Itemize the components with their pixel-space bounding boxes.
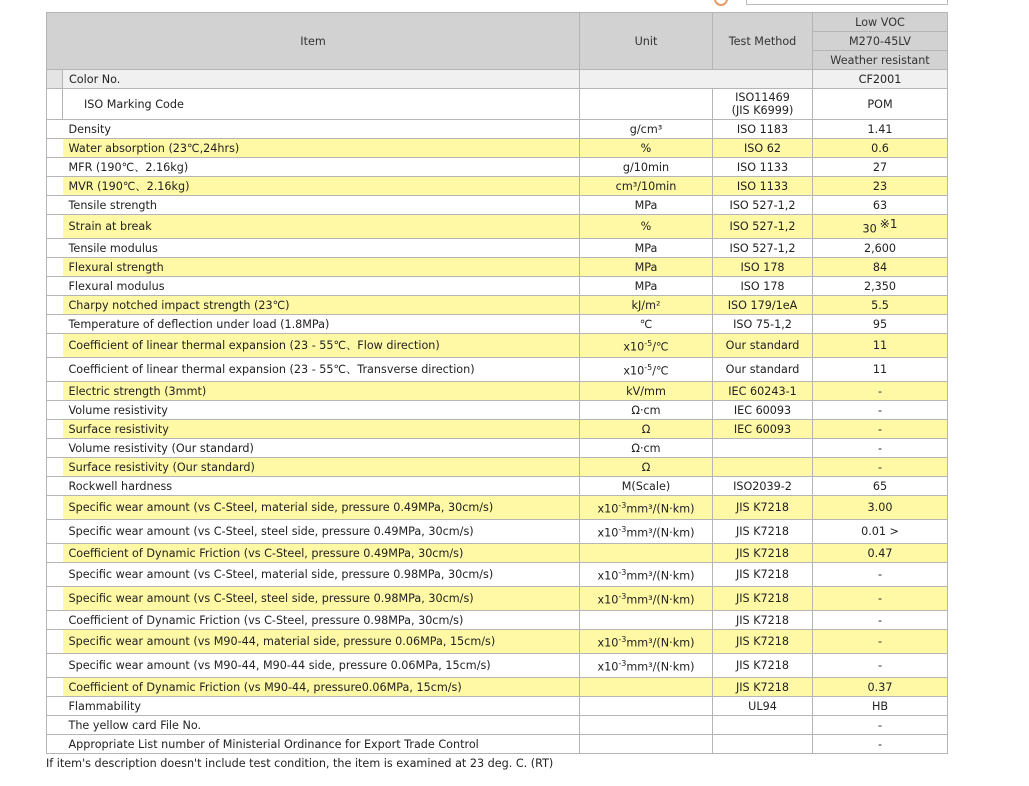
- row-item: Charpy notched impact strength (23℃): [63, 296, 580, 315]
- row-unit: Ω·cm: [580, 401, 713, 420]
- marking-row: [47, 89, 948, 120]
- row-item: Tensile modulus: [63, 239, 580, 258]
- row-test-method: [713, 439, 813, 458]
- row-item: Coefficient of Dynamic Friction (vs C-Steel, pressure 0.49MPa, 30cm/s): [63, 544, 580, 563]
- unit-exponent: -5: [644, 363, 653, 373]
- marking-value: POM: [813, 89, 948, 120]
- marking-method: [713, 89, 813, 120]
- unit-exponent: -3: [618, 659, 627, 669]
- row-item: Coefficient of linear thermal expansion (23 - 55℃、Flow direction): [63, 334, 580, 358]
- row-item: Surface resistivity: [63, 420, 580, 439]
- row-test-method: ISO2039-2: [713, 477, 813, 496]
- row-value: -: [813, 401, 948, 420]
- table-row: [47, 382, 948, 401]
- circle-icon: [714, 0, 728, 6]
- row-unit: ℃: [580, 315, 713, 334]
- row-value: 11: [813, 358, 948, 382]
- row-unit: MPa: [580, 196, 713, 215]
- marking-method-line2: (JIS K6999): [731, 104, 794, 117]
- row-spacer: [47, 315, 63, 334]
- row-spacer: [47, 120, 63, 139]
- unit-base: x10: [623, 364, 645, 378]
- row-unit: [580, 654, 713, 678]
- row-value: 2,350: [813, 277, 948, 296]
- unit-exponent: -5: [644, 339, 653, 349]
- row-spacer: [47, 258, 63, 277]
- row-item: Coefficient of linear thermal expansion (23 - 55℃、Transverse direction): [63, 358, 580, 382]
- unit-base: x10: [597, 636, 619, 650]
- table-row: [47, 315, 948, 334]
- row-unit: MPa: [580, 258, 713, 277]
- table-row: [47, 611, 948, 630]
- row-spacer: [47, 382, 63, 401]
- table-row: [47, 697, 948, 716]
- row-unit: Ω: [580, 420, 713, 439]
- row-item: Coefficient of Dynamic Friction (vs C-Steel, pressure 0.98MPa, 30cm/s): [63, 611, 580, 630]
- row-item: Volume resistivity: [63, 401, 580, 420]
- table-row: [47, 678, 948, 697]
- row-value: -: [813, 382, 948, 401]
- row-item: Specific wear amount (vs C-Steel, steel side, pressure 0.49MPa, 30cm/s): [63, 520, 580, 544]
- row-spacer: [47, 520, 63, 544]
- table-row: [47, 458, 948, 477]
- row-test-method: [713, 735, 813, 754]
- footnote: If item's description doesn't include test condition, the item is examined at 23 deg. C. (RT): [46, 757, 554, 770]
- unit-base: x10: [597, 593, 619, 607]
- row-item: MFR (190℃、2.16kg): [63, 158, 580, 177]
- row-value: -: [813, 735, 948, 754]
- row-test-method: UL94: [713, 697, 813, 716]
- row-test-method: IEC 60093: [713, 401, 813, 420]
- marking-label: ISO Marking Code: [63, 89, 580, 120]
- table-row: [47, 520, 948, 544]
- row-value: 5.5: [813, 296, 948, 315]
- row-unit: Ω·cm: [580, 439, 713, 458]
- row-item: Specific wear amount (vs C-Steel, material side, pressure 0.98MPa, 30cm/s): [63, 563, 580, 587]
- table-row: [47, 120, 948, 139]
- row-value: 84: [813, 258, 948, 277]
- unit-tail: mm³/(N·km): [626, 660, 695, 674]
- row-unit: M(Scale): [580, 477, 713, 496]
- table-row: [47, 158, 948, 177]
- row-item: MVR (190℃、2.16kg): [63, 177, 580, 196]
- header-unit: Unit: [580, 13, 713, 70]
- color-row: [47, 70, 948, 89]
- row-test-method: JIS K7218: [713, 630, 813, 654]
- row-test-method: JIS K7218: [713, 611, 813, 630]
- row-spacer: [47, 277, 63, 296]
- table-row: [47, 401, 948, 420]
- row-test-method: JIS K7218: [713, 563, 813, 587]
- row-spacer: [47, 697, 63, 716]
- row-unit: [580, 563, 713, 587]
- row-value: -: [813, 630, 948, 654]
- row-test-method: JIS K7218: [713, 654, 813, 678]
- unit-tail: mm³/(N·km): [626, 636, 695, 650]
- row-test-method: JIS K7218: [713, 544, 813, 563]
- row-value: 0.37: [813, 678, 948, 697]
- table-row: [47, 334, 948, 358]
- row-spacer: [47, 563, 63, 587]
- row-unit: MPa: [580, 239, 713, 258]
- unit-tail: mm³/(N·km): [626, 569, 695, 583]
- row-test-method: [713, 716, 813, 735]
- row-spacer: [47, 296, 63, 315]
- unit-tail: mm³/(N·km): [626, 593, 695, 607]
- row-value: [813, 215, 948, 239]
- row-spacer: [47, 654, 63, 678]
- row-item: Specific wear amount (vs M90-44, M90-44 side, pressure 0.06MPa, 15cm/s): [63, 654, 580, 678]
- row-unit: kV/mm: [580, 382, 713, 401]
- header-item: Item: [47, 13, 580, 70]
- unit-exponent: -3: [618, 525, 627, 535]
- row-value: -: [813, 587, 948, 611]
- top-input-edge: [746, 0, 948, 5]
- row-test-method: IEC 60243-1: [713, 382, 813, 401]
- header-test-method: Test Method: [713, 13, 813, 70]
- row-value: 23: [813, 177, 948, 196]
- row-test-method: JIS K7218: [713, 496, 813, 520]
- row-unit: [580, 358, 713, 382]
- row-value: -: [813, 420, 948, 439]
- row-unit: [580, 544, 713, 563]
- value-text: 30: [862, 222, 877, 236]
- table-row: [47, 716, 948, 735]
- table-row: [47, 177, 948, 196]
- row-value: 27: [813, 158, 948, 177]
- row-spacer: [47, 735, 63, 754]
- row-item: Water absorption (23℃,24hrs): [63, 139, 580, 158]
- table-row: [47, 215, 948, 239]
- row-spacer: [47, 334, 63, 358]
- row-test-method: ISO 1133: [713, 158, 813, 177]
- table-row: [47, 496, 948, 520]
- row-value: 0.47: [813, 544, 948, 563]
- row-value: -: [813, 458, 948, 477]
- row-item: Tensile strength: [63, 196, 580, 215]
- note-mark: ※1: [879, 216, 898, 231]
- row-unit: [580, 630, 713, 654]
- row-unit: %: [580, 139, 713, 158]
- row-spacer: [47, 678, 63, 697]
- row-unit: g/10min: [580, 158, 713, 177]
- unit-tail: /℃: [652, 364, 669, 378]
- unit-tail: mm³/(N·km): [626, 502, 695, 516]
- row-value: -: [813, 439, 948, 458]
- row-value: 3.00: [813, 496, 948, 520]
- row-item: Specific wear amount (vs C-Steel, material side, pressure 0.49MPa, 30cm/s): [63, 496, 580, 520]
- unit-base: x10: [597, 502, 619, 516]
- unit-exponent: -3: [618, 592, 627, 602]
- row-unit: [580, 611, 713, 630]
- row-spacer: [47, 239, 63, 258]
- row-value: 2,600: [813, 239, 948, 258]
- row-value: -: [813, 716, 948, 735]
- row-unit: cm³/10min: [580, 177, 713, 196]
- row-spacer: [47, 716, 63, 735]
- row-test-method: JIS K7218: [713, 587, 813, 611]
- row-item: Strain at break: [63, 215, 580, 239]
- table-row: [47, 420, 948, 439]
- row-test-method: JIS K7218: [713, 678, 813, 697]
- row-spacer: [47, 496, 63, 520]
- row-spacer: [47, 139, 63, 158]
- row-value: 65: [813, 477, 948, 496]
- row-test-method: [713, 458, 813, 477]
- row-item: Volume resistivity (Our standard): [63, 439, 580, 458]
- row-spacer: [47, 158, 63, 177]
- row-value: -: [813, 654, 948, 678]
- table-row: [47, 587, 948, 611]
- row-marker: [47, 89, 63, 120]
- row-item: Flexural strength: [63, 258, 580, 277]
- row-value: 95: [813, 315, 948, 334]
- marking-method-line1: ISO11469: [735, 91, 790, 104]
- color-empty-cell: [580, 70, 813, 89]
- table-row: [47, 277, 948, 296]
- table-row: [47, 239, 948, 258]
- row-unit: [580, 520, 713, 544]
- row-spacer: [47, 401, 63, 420]
- row-test-method: JIS K7218: [713, 520, 813, 544]
- table-row: [47, 630, 948, 654]
- row-spacer: [47, 177, 63, 196]
- unit-base: x10: [597, 526, 619, 540]
- table-row: [47, 296, 948, 315]
- row-spacer: [47, 215, 63, 239]
- row-item: The yellow card File No.: [63, 716, 580, 735]
- row-item: Density: [63, 120, 580, 139]
- table-row: [47, 735, 948, 754]
- row-unit: kJ/m²: [580, 296, 713, 315]
- row-test-method: ISO 527-1,2: [713, 215, 813, 239]
- row-unit: [580, 496, 713, 520]
- row-test-method: ISO 62: [713, 139, 813, 158]
- top-decoration: [700, 0, 1029, 6]
- row-value: 0.6: [813, 139, 948, 158]
- row-unit: [580, 735, 713, 754]
- row-spacer: [47, 358, 63, 382]
- row-item: Coefficient of Dynamic Friction (vs M90-44, pressure0.06MPa, 15cm/s): [63, 678, 580, 697]
- row-value: HB: [813, 697, 948, 716]
- row-unit: [580, 587, 713, 611]
- table-row: [47, 544, 948, 563]
- table-row: [47, 439, 948, 458]
- row-unit: %: [580, 215, 713, 239]
- table-row: [47, 258, 948, 277]
- row-unit: MPa: [580, 277, 713, 296]
- row-test-method: ISO 178: [713, 277, 813, 296]
- row-test-method: ISO 1183: [713, 120, 813, 139]
- row-test-method: ISO 1133: [713, 177, 813, 196]
- header-grade-line-2: M270-45LV: [813, 32, 948, 51]
- unit-base: x10: [623, 340, 645, 354]
- unit-tail: mm³/(N·km): [626, 526, 695, 540]
- row-marker: [47, 70, 63, 89]
- property-table: [46, 12, 948, 754]
- row-value: 11: [813, 334, 948, 358]
- row-test-method: Our standard: [713, 334, 813, 358]
- row-unit: [580, 697, 713, 716]
- row-test-method: ISO 527-1,2: [713, 239, 813, 258]
- row-spacer: [47, 544, 63, 563]
- row-item: Flammability: [63, 697, 580, 716]
- table-row: [47, 358, 948, 382]
- row-unit: [580, 716, 713, 735]
- row-unit: [580, 334, 713, 358]
- table-row: [47, 196, 948, 215]
- row-item: Specific wear amount (vs C-Steel, steel side, pressure 0.98MPa, 30cm/s): [63, 587, 580, 611]
- row-test-method: ISO 75-1,2: [713, 315, 813, 334]
- row-test-method: ISO 178: [713, 258, 813, 277]
- row-unit: g/cm³: [580, 120, 713, 139]
- unit-tail: /℃: [652, 340, 669, 354]
- header-grade-line-3: Weather resistant: [813, 51, 948, 70]
- unit-exponent: -3: [618, 501, 627, 511]
- row-spacer: [47, 587, 63, 611]
- row-test-method: ISO 527-1,2: [713, 196, 813, 215]
- row-unit: [580, 678, 713, 697]
- row-item: Appropriate List number of Ministerial Ordinance for Export Trade Control: [63, 735, 580, 754]
- row-value: -: [813, 611, 948, 630]
- table-row: [47, 477, 948, 496]
- row-value: 0.01 >: [813, 520, 948, 544]
- row-item: Electric strength (3mmt): [63, 382, 580, 401]
- table-row: [47, 563, 948, 587]
- unit-base: x10: [597, 569, 619, 583]
- row-test-method: IEC 60093: [713, 420, 813, 439]
- row-spacer: [47, 611, 63, 630]
- row-item: Surface resistivity (Our standard): [63, 458, 580, 477]
- marking-unit: [580, 89, 713, 120]
- row-value: -: [813, 563, 948, 587]
- row-unit: Ω: [580, 458, 713, 477]
- table-row: [47, 654, 948, 678]
- row-spacer: [47, 196, 63, 215]
- row-spacer: [47, 630, 63, 654]
- color-value: CF2001: [813, 70, 948, 89]
- unit-base: x10: [597, 660, 619, 674]
- color-label: Color No.: [63, 70, 580, 89]
- row-spacer: [47, 477, 63, 496]
- row-value: 1.41: [813, 120, 948, 139]
- row-value: 63: [813, 196, 948, 215]
- row-item: Flexural modulus: [63, 277, 580, 296]
- row-spacer: [47, 420, 63, 439]
- table-row: [47, 139, 948, 158]
- row-spacer: [47, 458, 63, 477]
- row-test-method: Our standard: [713, 358, 813, 382]
- row-item: Temperature of deflection under load (1.8MPa): [63, 315, 580, 334]
- row-item: Rockwell hardness: [63, 477, 580, 496]
- row-item: Specific wear amount (vs M90-44, material side, pressure 0.06MPa, 15cm/s): [63, 630, 580, 654]
- row-test-method: ISO 179/1eA: [713, 296, 813, 315]
- header-grade-line-1: Low VOC: [813, 13, 948, 32]
- row-spacer: [47, 439, 63, 458]
- unit-exponent: -3: [618, 635, 627, 645]
- unit-exponent: -3: [618, 568, 627, 578]
